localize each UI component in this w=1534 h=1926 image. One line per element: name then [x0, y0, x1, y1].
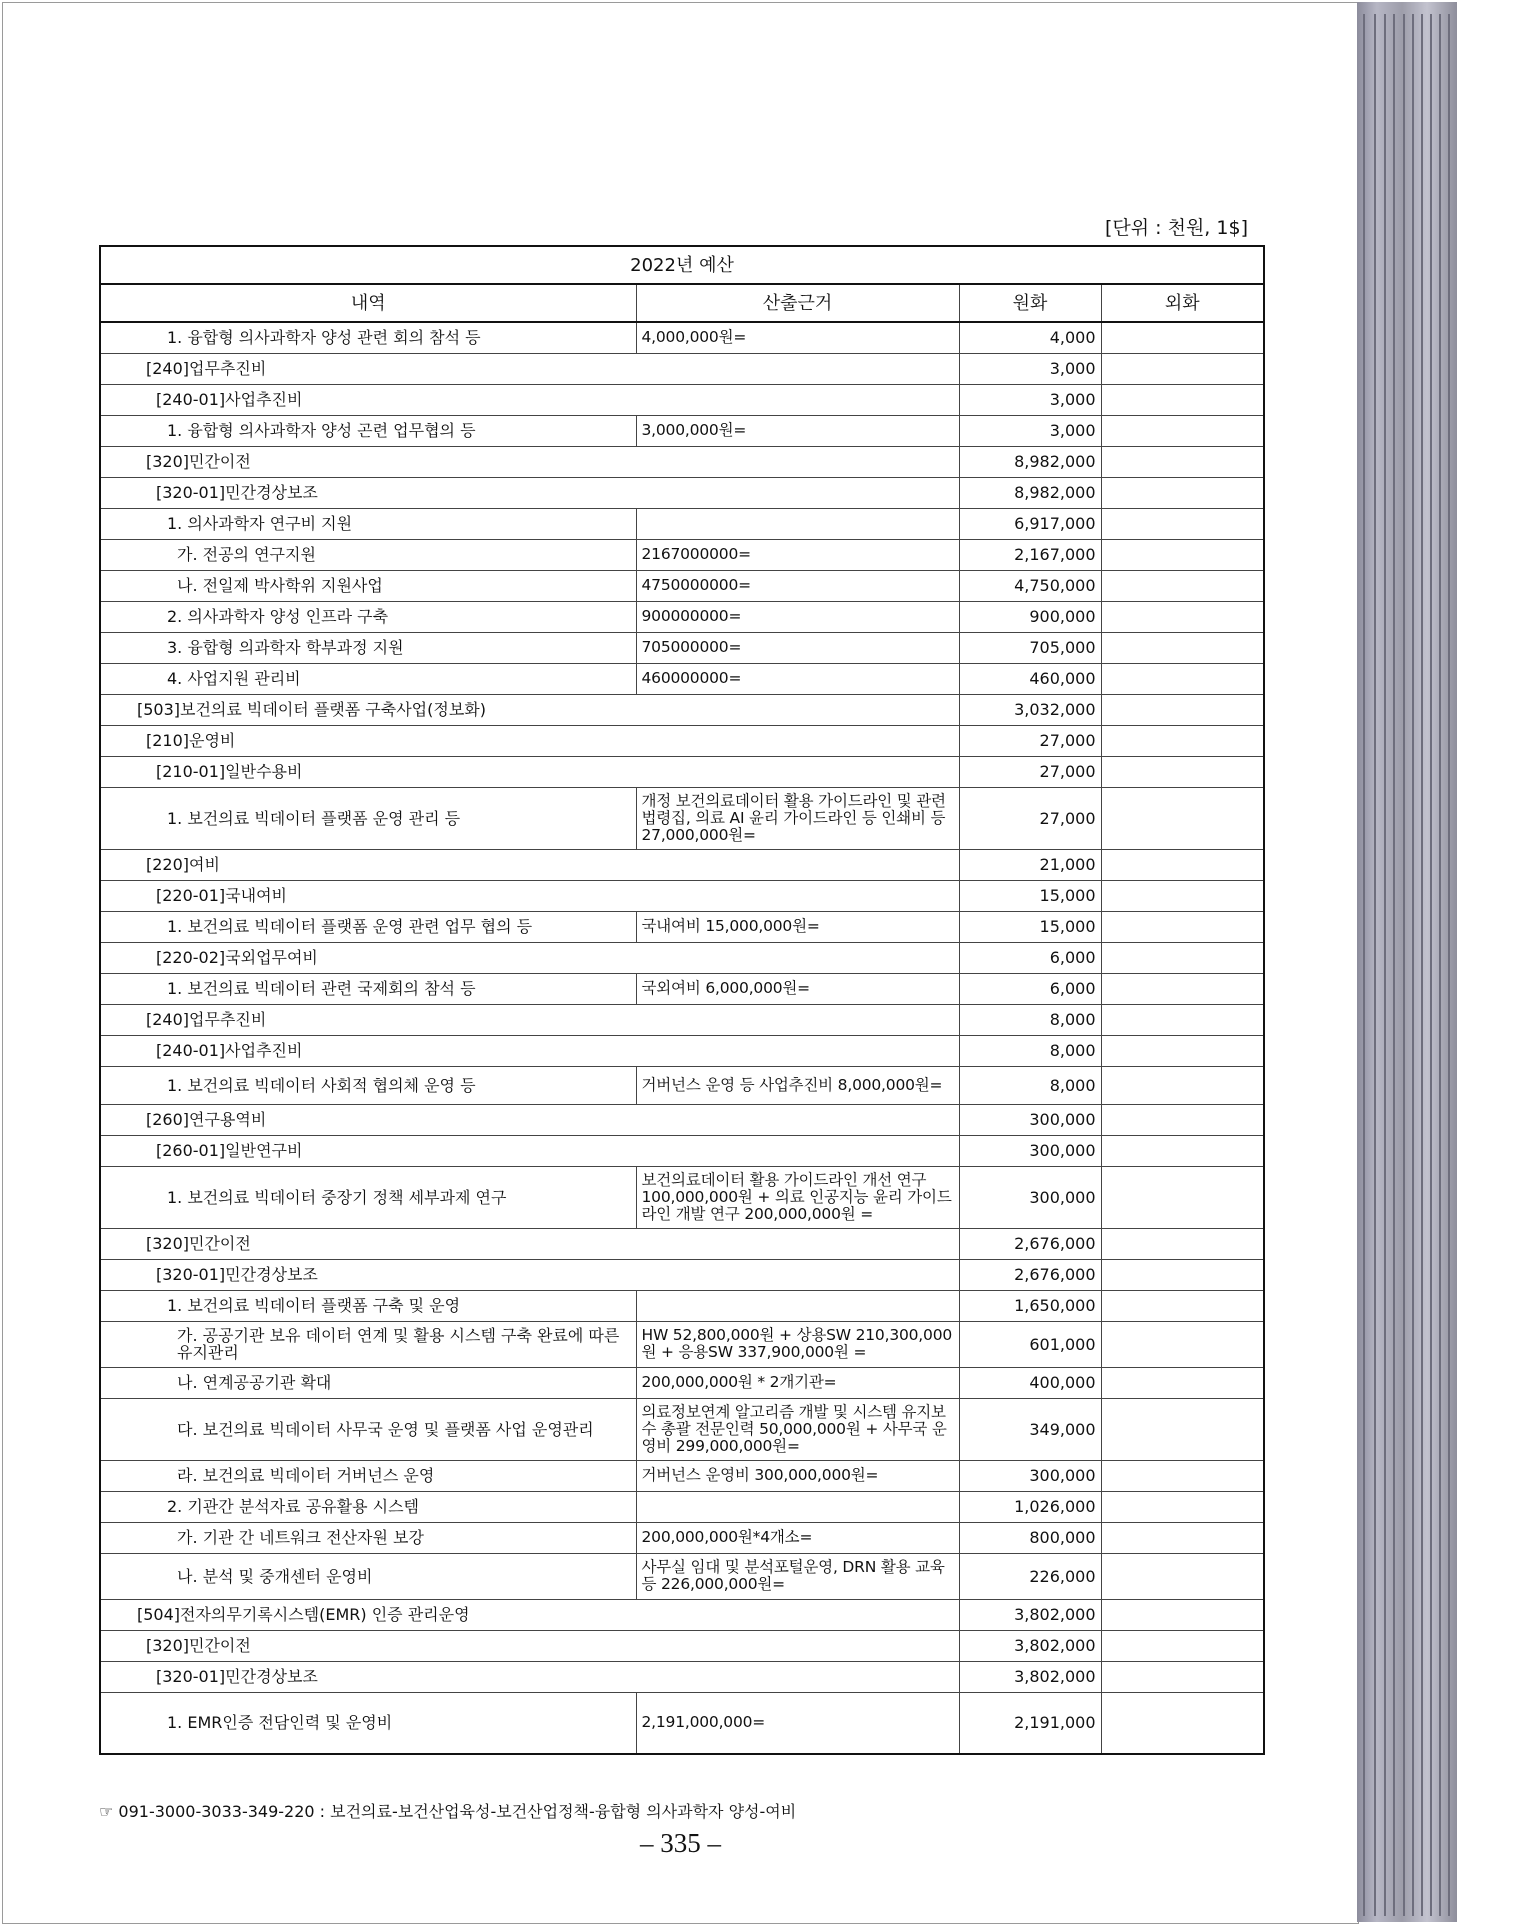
row-krw-amount: 8,000: [959, 1066, 1101, 1104]
row-foreign-amount: [1101, 1692, 1264, 1754]
table-row: [100, 942, 1264, 973]
unit-label: [단위 : 천원, 1$]: [1105, 217, 1248, 239]
row-description: 1. 보건의료 빅데이터 사회적 협의체 운영 등: [100, 1066, 636, 1104]
row-krw-amount: 15,000: [959, 911, 1101, 942]
document-page: [2, 2, 1359, 1924]
table-row: [100, 1035, 1264, 1066]
row-krw-amount: 8,982,000: [959, 446, 1101, 477]
footnote: ☞ 091-3000-3033-349-220 : 보건의료-보건산업육성-보건산업정책-융합형 의사과학자 양성-여비: [99, 1802, 797, 1821]
column-header-description: 내역: [100, 284, 636, 322]
table-row: [100, 1259, 1264, 1290]
table-row: [100, 849, 1264, 880]
row-foreign-amount: [1101, 725, 1264, 756]
row-basis: 국외여비 6,000,000원=: [636, 973, 959, 1004]
row-krw-amount: 8,000: [959, 1004, 1101, 1035]
table-row: [100, 1460, 1264, 1491]
budget-table: [99, 245, 1265, 1755]
table-row: [100, 1599, 1264, 1630]
table-row: [100, 1553, 1264, 1599]
table-row: [100, 508, 1264, 539]
row-foreign-amount: [1101, 1035, 1264, 1066]
table-row: [100, 1066, 1264, 1104]
row-krw-amount: 3,000: [959, 353, 1101, 384]
row-foreign-amount: [1101, 415, 1264, 446]
row-description: [320-01]민간경상보조: [100, 1661, 959, 1692]
row-description: [260-01]일반연구비: [100, 1135, 959, 1166]
row-description: [504]전자의무기록시스템(EMR) 인증 관리운영: [100, 1599, 959, 1630]
table-row: [100, 539, 1264, 570]
row-foreign-amount: [1101, 384, 1264, 415]
row-description: 가. 공공기관 보유 데이터 연계 및 활용 시스템 구축 완료에 따른 유지관리: [100, 1321, 636, 1367]
table-row: [100, 477, 1264, 508]
row-krw-amount: 300,000: [959, 1166, 1101, 1228]
row-foreign-amount: [1101, 942, 1264, 973]
row-krw-amount: 6,917,000: [959, 508, 1101, 539]
row-basis: 국내여비 15,000,000원=: [636, 911, 959, 942]
row-basis: 보건의료데이터 활용 가이드라인 개선 연구 100,000,000원 + 의료 인공지능 윤리 가이드라인 개발 연구 200,000,000원 =: [636, 1166, 959, 1228]
row-description: [240]업무추진비: [100, 353, 959, 384]
table-row: [100, 663, 1264, 694]
table-row: [100, 725, 1264, 756]
table-row: [100, 570, 1264, 601]
row-foreign-amount: [1101, 1259, 1264, 1290]
row-basis: 2167000000=: [636, 539, 959, 570]
row-krw-amount: 300,000: [959, 1135, 1101, 1166]
table-row: [100, 1491, 1264, 1522]
row-foreign-amount: [1101, 1553, 1264, 1599]
row-foreign-amount: [1101, 1630, 1264, 1661]
row-krw-amount: 2,191,000: [959, 1692, 1101, 1754]
row-description: [210-01]일반수용비: [100, 756, 959, 787]
page-stack-edge: [1357, 2, 1457, 1922]
table-row: [100, 973, 1264, 1004]
table-row: [100, 787, 1264, 849]
row-basis: 200,000,000원 * 2개기관=: [636, 1367, 959, 1398]
row-krw-amount: 800,000: [959, 1522, 1101, 1553]
row-foreign-amount: [1101, 322, 1264, 353]
table-row: [100, 880, 1264, 911]
column-header-krw: 원화: [959, 284, 1101, 322]
row-basis: 개정 보건의료데이터 활용 가이드라인 및 관련 법령집, 의료 AI 윤리 가이드라인 등 인쇄비 등 27,000,000원=: [636, 787, 959, 849]
row-description: 가. 전공의 연구지원: [100, 539, 636, 570]
table-body: [100, 322, 1264, 1754]
table-row: [100, 694, 1264, 725]
row-description: [503]보건의료 빅데이터 플랫폼 구축사업(정보화): [100, 694, 959, 725]
row-krw-amount: 349,000: [959, 1398, 1101, 1460]
table-row: [100, 1228, 1264, 1259]
row-foreign-amount: [1101, 477, 1264, 508]
table-title: 2022년 예산: [100, 246, 1264, 284]
row-description: [210]운영비: [100, 725, 959, 756]
row-foreign-amount: [1101, 1004, 1264, 1035]
row-foreign-amount: [1101, 1398, 1264, 1460]
row-foreign-amount: [1101, 849, 1264, 880]
row-description: 2. 기관간 분석자료 공유활용 시스템: [100, 1491, 636, 1522]
table-row: [100, 1522, 1264, 1553]
row-basis: 460000000=: [636, 663, 959, 694]
row-krw-amount: 3,032,000: [959, 694, 1101, 725]
row-foreign-amount: [1101, 539, 1264, 570]
row-foreign-amount: [1101, 1491, 1264, 1522]
table-row: [100, 1367, 1264, 1398]
row-basis: 200,000,000원*4개소=: [636, 1522, 959, 1553]
row-foreign-amount: [1101, 1104, 1264, 1135]
row-description: 나. 분석 및 중개센터 운영비: [100, 1553, 636, 1599]
row-krw-amount: 27,000: [959, 725, 1101, 756]
row-krw-amount: 3,802,000: [959, 1599, 1101, 1630]
row-basis: 2,191,000,000=: [636, 1692, 959, 1754]
row-basis: 4750000000=: [636, 570, 959, 601]
row-description: 라. 보건의료 빅데이터 거버넌스 운영: [100, 1460, 636, 1491]
table-header-row: [100, 284, 1264, 322]
row-krw-amount: 2,167,000: [959, 539, 1101, 570]
row-foreign-amount: [1101, 911, 1264, 942]
row-basis: [636, 1491, 959, 1522]
column-header-basis: 산출근거: [636, 284, 959, 322]
row-foreign-amount: [1101, 973, 1264, 1004]
row-krw-amount: 226,000: [959, 1553, 1101, 1599]
row-krw-amount: 8,982,000: [959, 477, 1101, 508]
row-krw-amount: 2,676,000: [959, 1228, 1101, 1259]
row-krw-amount: 27,000: [959, 756, 1101, 787]
row-description: [320-01]민간경상보조: [100, 1259, 959, 1290]
table-row: [100, 1290, 1264, 1321]
row-basis: [636, 508, 959, 539]
row-description: 1. 융합형 의사과학자 양성 곤련 업무협의 등: [100, 415, 636, 446]
row-basis: 의료정보연계 알고리즘 개발 및 시스템 유지보수 총괄 전문인력 50,000,000원 + 사무국 운영비 299,000,000원=: [636, 1398, 959, 1460]
row-krw-amount: 6,000: [959, 973, 1101, 1004]
row-basis: [636, 1290, 959, 1321]
table-row: [100, 415, 1264, 446]
row-foreign-amount: [1101, 632, 1264, 663]
row-foreign-amount: [1101, 1522, 1264, 1553]
table-row: [100, 1692, 1264, 1754]
row-krw-amount: 400,000: [959, 1367, 1101, 1398]
table-row: [100, 911, 1264, 942]
table-title-row: [100, 246, 1264, 284]
table-row: [100, 1630, 1264, 1661]
row-foreign-amount: [1101, 1290, 1264, 1321]
row-basis: 사무실 임대 및 분석포털운영, DRN 활용 교육 등 226,000,000원=: [636, 1553, 959, 1599]
row-description: [240]업무추진비: [100, 1004, 959, 1035]
row-description: [220]여비: [100, 849, 959, 880]
row-foreign-amount: [1101, 1066, 1264, 1104]
row-basis: 900000000=: [636, 601, 959, 632]
column-header-foreign: 외화: [1101, 284, 1264, 322]
row-foreign-amount: [1101, 694, 1264, 725]
row-krw-amount: 601,000: [959, 1321, 1101, 1367]
table-row: [100, 601, 1264, 632]
row-krw-amount: 3,802,000: [959, 1661, 1101, 1692]
row-description: [240-01]사업추진비: [100, 1035, 959, 1066]
row-krw-amount: 15,000: [959, 880, 1101, 911]
row-description: 나. 연계공공기관 확대: [100, 1367, 636, 1398]
row-description: 1. EMR인증 전담인력 및 운영비: [100, 1692, 636, 1754]
row-krw-amount: 460,000: [959, 663, 1101, 694]
table-row: [100, 446, 1264, 477]
row-krw-amount: 300,000: [959, 1104, 1101, 1135]
row-description: 1. 보건의료 빅데이터 플랫폼 운영 관련 업무 협의 등: [100, 911, 636, 942]
row-description: [260]연구용역비: [100, 1104, 959, 1135]
row-description: 4. 사업지원 관리비: [100, 663, 636, 694]
row-basis: HW 52,800,000원 + 상용SW 210,300,000원 + 응용SW 337,900,000원 =: [636, 1321, 959, 1367]
row-foreign-amount: [1101, 446, 1264, 477]
row-basis: 4,000,000원=: [636, 322, 959, 353]
row-krw-amount: 27,000: [959, 787, 1101, 849]
table-row: [100, 322, 1264, 353]
row-description: [220-02]국외업무여비: [100, 942, 959, 973]
row-foreign-amount: [1101, 570, 1264, 601]
row-foreign-amount: [1101, 353, 1264, 384]
row-krw-amount: 300,000: [959, 1460, 1101, 1491]
row-krw-amount: 4,000: [959, 322, 1101, 353]
row-basis: 705000000=: [636, 632, 959, 663]
row-description: [240-01]사업추진비: [100, 384, 959, 415]
row-foreign-amount: [1101, 787, 1264, 849]
row-basis: 3,000,000원=: [636, 415, 959, 446]
row-foreign-amount: [1101, 1460, 1264, 1491]
row-krw-amount: 705,000: [959, 632, 1101, 663]
row-description: 1. 보건의료 빅데이터 중장기 정책 세부과제 연구: [100, 1166, 636, 1228]
row-description: [320]민간이전: [100, 446, 959, 477]
row-krw-amount: 6,000: [959, 942, 1101, 973]
row-description: 1. 보건의료 빅데이터 관련 국제회의 참석 등: [100, 973, 636, 1004]
table-row: [100, 1398, 1264, 1460]
row-description: 1. 보건의료 빅데이터 플랫폼 운영 관리 등: [100, 787, 636, 849]
row-krw-amount: 2,676,000: [959, 1259, 1101, 1290]
row-foreign-amount: [1101, 1661, 1264, 1692]
row-description: 다. 보건의료 빅데이터 사무국 운영 및 플랫폼 사업 운영관리: [100, 1398, 636, 1460]
table-row: [100, 1004, 1264, 1035]
row-description: [320]민간이전: [100, 1228, 959, 1259]
row-description: 가. 기관 간 네트워크 전산자원 보강: [100, 1522, 636, 1553]
row-description: 1. 보건의료 빅데이터 플랫폼 구축 및 운영: [100, 1290, 636, 1321]
row-foreign-amount: [1101, 1321, 1264, 1367]
page-number: – 335 –: [640, 1828, 721, 1858]
row-krw-amount: 3,802,000: [959, 1630, 1101, 1661]
row-krw-amount: 1,650,000: [959, 1290, 1101, 1321]
row-krw-amount: 4,750,000: [959, 570, 1101, 601]
row-krw-amount: 900,000: [959, 601, 1101, 632]
table-row: [100, 1321, 1264, 1367]
table-row: [100, 1135, 1264, 1166]
row-description: [220-01]국내여비: [100, 880, 959, 911]
row-foreign-amount: [1101, 1135, 1264, 1166]
row-description: 1. 의사과학자 연구비 지원: [100, 508, 636, 539]
table-row: [100, 353, 1264, 384]
table-row: [100, 1661, 1264, 1692]
table-row: [100, 1104, 1264, 1135]
row-foreign-amount: [1101, 880, 1264, 911]
table-row: [100, 756, 1264, 787]
row-foreign-amount: [1101, 1599, 1264, 1630]
row-foreign-amount: [1101, 508, 1264, 539]
row-foreign-amount: [1101, 663, 1264, 694]
row-krw-amount: 21,000: [959, 849, 1101, 880]
row-description: 2. 의사과학자 양성 인프라 구축: [100, 601, 636, 632]
row-krw-amount: 3,000: [959, 415, 1101, 446]
row-description: 3. 융합형 의과학자 학부과정 지원: [100, 632, 636, 663]
row-foreign-amount: [1101, 601, 1264, 632]
row-foreign-amount: [1101, 1166, 1264, 1228]
row-foreign-amount: [1101, 1367, 1264, 1398]
row-foreign-amount: [1101, 756, 1264, 787]
row-basis: 거버넌스 운영 등 사업추진비 8,000,000원=: [636, 1066, 959, 1104]
row-krw-amount: 3,000: [959, 384, 1101, 415]
table-row: [100, 632, 1264, 663]
table-row: [100, 384, 1264, 415]
row-description: [320-01]민간경상보조: [100, 477, 959, 508]
row-description: 1. 융합형 의사과학자 양성 관련 회의 참석 등: [100, 322, 636, 353]
row-basis: 거버넌스 운영비 300,000,000원=: [636, 1460, 959, 1491]
table-row: [100, 1166, 1264, 1228]
row-krw-amount: 1,026,000: [959, 1491, 1101, 1522]
row-foreign-amount: [1101, 1228, 1264, 1259]
row-krw-amount: 8,000: [959, 1035, 1101, 1066]
row-description: [320]민간이전: [100, 1630, 959, 1661]
row-description: 나. 전일제 박사학위 지원사업: [100, 570, 636, 601]
